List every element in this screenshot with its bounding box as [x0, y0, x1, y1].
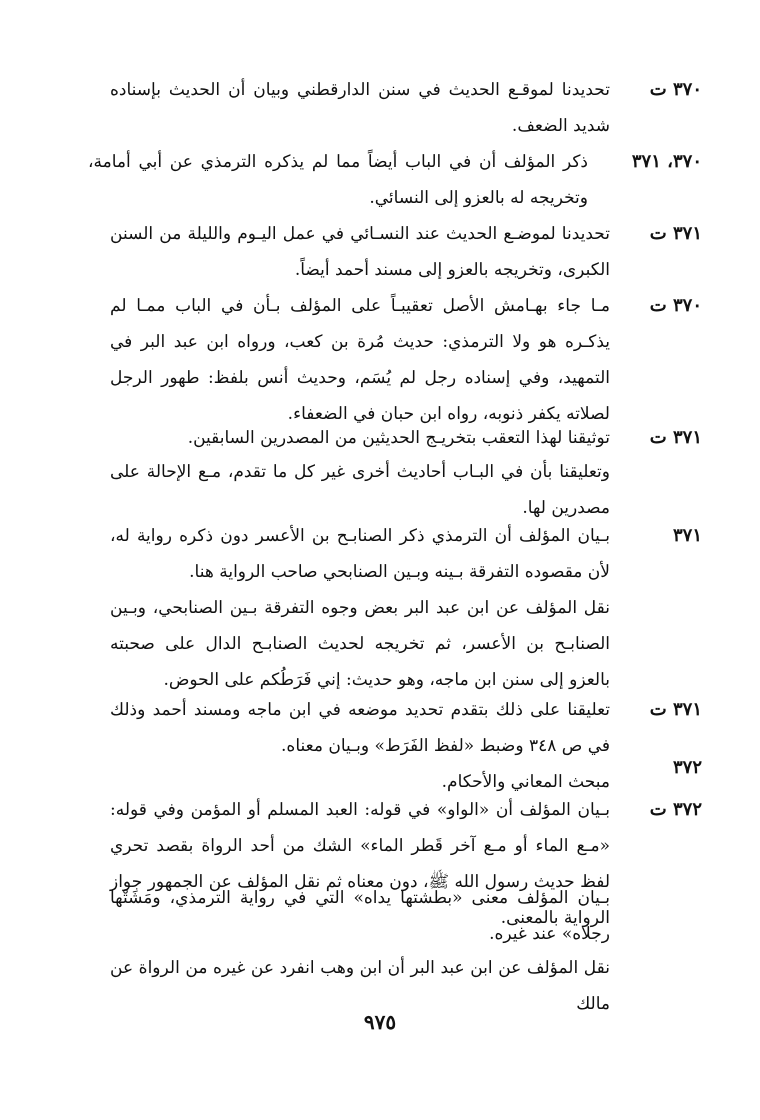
index-entry [88, 144, 702, 216]
entry-text: نقل المؤلف عن ابن عبد البر بعض وجوه التفرقة بـين الصنابحي، وبـين الصنابـح بن الأعسر، ثم تخريجه لحديث الصنابـح الدال على صحبته بالعزو إلى سنن ابن ماجه، وهو حديث: إني فَرَطُكم على الحوض. [110, 598, 610, 690]
entry-text: بـيان المؤلف معنى «بطشتها يداه» التي في رواية الترمذي، ومَشَتْها رجلاه» عند غيره. [110, 888, 610, 944]
page-reference: ٣٧٢ [672, 757, 702, 778]
index-entry [110, 750, 702, 792]
page-reference: ٣٧٠، ٣٧١ [631, 151, 702, 172]
entry-text: مـا جاء بهـامش الأصل تعقيبـاً على المؤلف بـأن في الباب ممـا لم يذكـره هو ولا الترمذي: حديث مُرة بن كعب، ورواه ابن عبد البر في التمهيد، وفي إسناده رجل لم يُسَم، وحديث أنس بلفظ: طهور الرجل لصلاته يكفر ذنوبه، رواه ابن حبان في الضعفاء. [110, 296, 610, 424]
page-reference: ٣٧٠ ت [649, 295, 702, 316]
entry-text: تحديدنا لموضـع الحديث عند النسـائي في عمل اليـوم والليلة من السنن الكبرى، وتخريجه بالعزو إلى مسند أحمد أيضاً. [110, 224, 610, 280]
entry-text: مبحث المعاني والأحكام. [441, 772, 610, 792]
entry-text: تعليقنا على ذلك بتقدم تحديد موضعه في ابن ماجه ومسند أحمد وذلك في ص ٣٤٨ وضبط «لفظ الفَرَط» وبـيان معناه. [110, 700, 610, 756]
entry-text: بـيان المؤلف أن «الواو» في قوله: العبد المسلم أو المؤمن وفي قوله: «مـع الماء أو مـع آخر قَطر الماء» الشك من أحد الرواة بقصد تحري لفظ حديث رسول الله ﷺ، دون معناه ثم نقل المؤلف عن الجمهور جواز الرواية بالمعنى. [110, 800, 610, 928]
page-reference: ٣٧١ [672, 525, 702, 546]
entry-text: بـيان المؤلف أن الترمذي ذكر الصنابـح بن الأعسر دون ذكره رواية له، لأن مقصوده التفرقة بـينه وبـين الصنابحي صاحب الرواية هنا. [110, 526, 610, 582]
index-entry [110, 420, 702, 456]
index-entry [110, 454, 702, 526]
index-entry [110, 288, 702, 432]
entry-text: تحديدنا لموقـع الحديث في سنن الدارقطني وبيان أن الحديث بإسناده شديد الضعف. [110, 80, 610, 136]
entry-text: ذكر المؤلف أن في الباب أيضاً مما لم يذكره الترمذي عن أبي أمامة، وتخريجه له بالعزو إلى النسائي. [88, 152, 588, 208]
page-number: ٩٧٥ [363, 1010, 397, 1034]
page-reference: ٣٧٢ ت [649, 799, 702, 820]
index-entry [110, 216, 702, 288]
index-entry [110, 590, 702, 698]
page-reference: ٣٧١ ت [649, 427, 702, 448]
page-reference: ٣٧٠ ت [649, 79, 702, 100]
index-entry [110, 880, 702, 952]
entry-text: وتعليقنا بأن في البـاب أحاديث أخرى غير كل ما تقدم، مـع الإحالة على مصدرين لها. [110, 462, 610, 518]
entry-text: نقل المؤلف عن ابن عبد البر أن ابن وهب انفرد عن غيره من الرواة عن مالك [110, 958, 610, 1014]
index-entry [110, 950, 702, 1014]
page-reference: ٣٧١ ت [649, 699, 702, 720]
entry-text: توثيقنا لهذا التعقب بتخريـج الحديثين من المصدرين السابقين. [187, 428, 610, 448]
index-entry [110, 518, 702, 590]
page-reference: ٣٧١ ت [649, 223, 702, 244]
index-entry [110, 72, 702, 144]
